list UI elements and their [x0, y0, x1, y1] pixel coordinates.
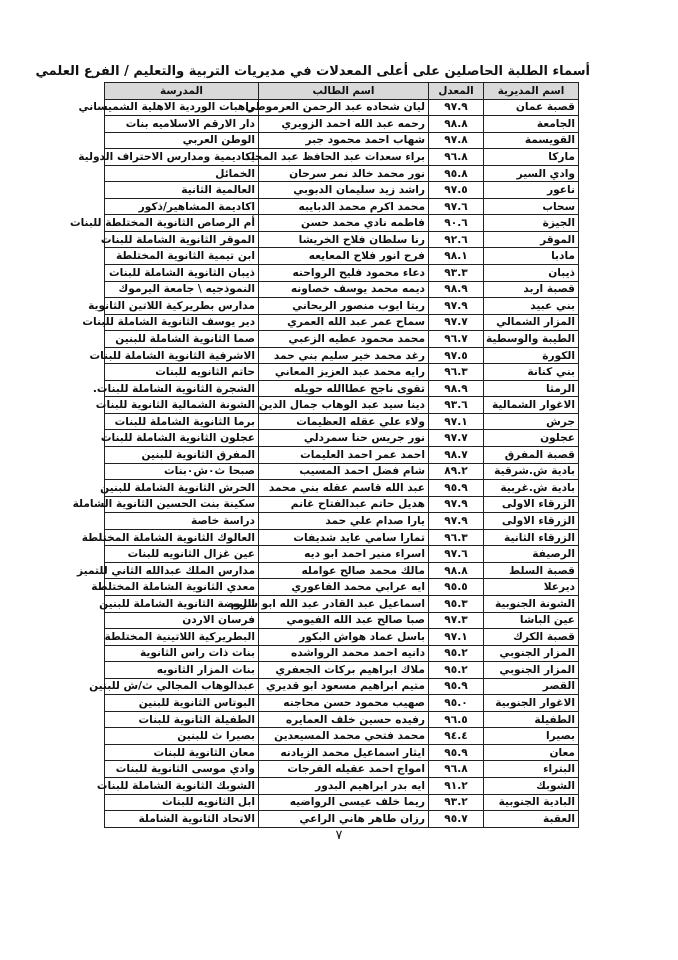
cell-directorate: معان — [484, 744, 579, 761]
header-average: المعدل — [429, 83, 484, 100]
cell-directorate: الشونة الجنوبية — [484, 595, 579, 612]
cell-directorate: عين الباشا — [484, 612, 579, 629]
cell-school: دار الارقم الاسلاميه بنات — [105, 116, 259, 133]
cell-average: ٩٧.٩ — [429, 99, 484, 116]
cell-school: العالوك الثانوية الشاملة المختلطة — [105, 529, 259, 546]
cell-directorate: قصبة عمان — [484, 99, 579, 116]
table-row — [105, 811, 579, 828]
cell-school: الموقر الثانوية الشاملة للبنات — [105, 231, 259, 248]
table-row — [105, 314, 579, 331]
cell-school: البطريركية اللاتينية المختلطة — [105, 629, 259, 646]
cell-student: رغد محمد خير سليم بني حمد — [259, 347, 429, 364]
cell-average: ٩٨.٨ — [429, 562, 484, 579]
cell-student: محمد اكرم محمد الدبايبه — [259, 198, 429, 215]
table-row — [105, 149, 579, 166]
cell-directorate: سحاب — [484, 198, 579, 215]
cell-average: ٩٨.٩ — [429, 380, 484, 397]
cell-student: محمد فتحي محمد المسيعدين — [259, 728, 429, 745]
cell-directorate: قصبة المفرق — [484, 447, 579, 464]
cell-school: سكينة بنت الحسين الثانوية الشاملة — [105, 496, 259, 513]
cell-school: دير يوسف الثانوية الشاملة للبنات — [105, 314, 259, 331]
cell-school: الطفيلة الثانوية للبنات — [105, 711, 259, 728]
cell-average: ٩٠.٦ — [429, 215, 484, 232]
table-row — [105, 430, 579, 447]
table-row — [105, 480, 579, 497]
cell-student: ملاك ابراهيم بركات الجعفري — [259, 662, 429, 679]
cell-school: البوتاس الثانوية للبنين — [105, 695, 259, 712]
table-row — [105, 248, 579, 265]
table-row — [105, 215, 579, 232]
cell-student: يارا صدام علي حمد — [259, 513, 429, 530]
cell-average: ٩٧.٩ — [429, 298, 484, 315]
table-row — [105, 695, 579, 712]
cell-school: الروضة الثانوية الشاملة للبنين — [105, 595, 259, 612]
cell-directorate: الرمثا — [484, 380, 579, 397]
table-row — [105, 397, 579, 414]
cell-average: ٩٦.٣ — [429, 364, 484, 381]
cell-average: ٩٦.٣ — [429, 529, 484, 546]
cell-directorate: عجلون — [484, 430, 579, 447]
cell-average: ٩٦.٨ — [429, 149, 484, 166]
cell-average: ٩٥.٢ — [429, 645, 484, 662]
cell-average: ٩٥.٧ — [429, 811, 484, 828]
cell-student: ليان شحاده عبد الرحمن العرموطي — [259, 99, 429, 116]
cell-directorate: الموقر — [484, 231, 579, 248]
cell-directorate: الكورة — [484, 347, 579, 364]
table-row — [105, 761, 579, 778]
cell-directorate: الطفيلة — [484, 711, 579, 728]
cell-directorate: الاغوار الجنوبية — [484, 695, 579, 712]
cell-school: ابل الثانويه للبنات — [105, 794, 259, 811]
cell-average: ٩٨.١ — [429, 248, 484, 265]
table-row — [105, 182, 579, 199]
cell-school: برما الثانوية الشاملة للبنات — [105, 413, 259, 430]
table-row — [105, 595, 579, 612]
cell-student: ريتا ايوب منصور الريحاني — [259, 298, 429, 315]
page-number: ٧ — [335, 828, 343, 843]
cell-average: ٩٧.٣ — [429, 612, 484, 629]
cell-student: رنا سلطان فلاح الخريشا — [259, 231, 429, 248]
table-row — [105, 529, 579, 546]
cell-school: دراسة خاصة — [105, 513, 259, 530]
cell-directorate: القويسمة — [484, 132, 579, 149]
cell-school: بنات ذات راس الثانوية — [105, 645, 259, 662]
cell-student: صهيب محمود حسن محاجنه — [259, 695, 429, 712]
cell-school: الشجرة الثانوية الشاملة للبنات. — [105, 380, 259, 397]
cell-directorate: الزرقاء الاولى — [484, 496, 579, 513]
table-row — [105, 612, 579, 629]
cell-school: العالمية الثانية — [105, 182, 259, 199]
cell-school: أم الرصاص الثانوية المختلطة للبنات — [105, 215, 259, 232]
cell-school: عبدالوهاب المجالي ث/ش للبنين — [105, 678, 259, 695]
cell-student: هديل حاتم عبدالفتاح غانم — [259, 496, 429, 513]
cell-school: معان الثانوية للبنات — [105, 744, 259, 761]
cell-directorate: الزرقاء الاولى — [484, 513, 579, 530]
cell-average: ٩٧.١ — [429, 629, 484, 646]
cell-student: ايه بدر ابراهيم البدور — [259, 777, 429, 794]
cell-student: رايه محمد عبد العزيز المعاني — [259, 364, 429, 381]
cell-school: وادي موسى الثانوية للبنات — [105, 761, 259, 778]
cell-directorate: بني عبيد — [484, 298, 579, 315]
cell-directorate: جرش — [484, 413, 579, 430]
table-row — [105, 265, 579, 282]
cell-average: ٩٧.٨ — [429, 132, 484, 149]
cell-student: براء سعدات عبد الحافظ عبد المجيد — [259, 149, 429, 166]
cell-average: ٩٧.٦ — [429, 546, 484, 563]
table-row — [105, 364, 579, 381]
cell-average: ٩٧.٩ — [429, 496, 484, 513]
cell-school: راهبات الوردية الاهلية الشميساني — [105, 99, 259, 116]
table-row — [105, 116, 579, 133]
cell-directorate: ناعور — [484, 182, 579, 199]
table-row — [105, 678, 579, 695]
cell-average: ٩٦.٥ — [429, 711, 484, 728]
cell-school: معدي الثانوية الشاملة المختلطة — [105, 579, 259, 596]
table-row — [105, 447, 579, 464]
cell-school: عين غزال الثانويه للبنات — [105, 546, 259, 563]
cell-average: ٩٥.٣ — [429, 595, 484, 612]
cell-average: ٩٥.٩ — [429, 678, 484, 695]
cell-student: رفيده حسين خلف العمايره — [259, 711, 429, 728]
cell-school: اكاديمة المشاهير/ذكور — [105, 198, 259, 215]
cell-directorate: بادية ش.شرقية — [484, 463, 579, 480]
table-row — [105, 331, 579, 348]
cell-student: ديمه محمد يوسف خصاونه — [259, 281, 429, 298]
cell-directorate: البادية الجنوبية — [484, 794, 579, 811]
cell-school: النموذجيه \ جامعة اليرموك — [105, 281, 259, 298]
table-row — [105, 99, 579, 116]
cell-student: عبد الله قاسم عقله بني محمد — [259, 480, 429, 497]
table-row — [105, 132, 579, 149]
cell-school: فرسان الاردن — [105, 612, 259, 629]
cell-student: فاطمه نادي محمد حسن — [259, 215, 429, 232]
header-school: المدرسة — [105, 83, 259, 100]
table-row — [105, 728, 579, 745]
cell-average: ٩٥.٩ — [429, 744, 484, 761]
cell-student: دانيه احمد محمد الرواشده — [259, 645, 429, 662]
cell-student: دينا سيد عبد الوهاب جمال الدين — [259, 397, 429, 414]
cell-directorate: البتراء — [484, 761, 579, 778]
cell-school: ذيبان الثانوية الشاملة للبنات — [105, 265, 259, 282]
cell-directorate: قصبة السلط — [484, 562, 579, 579]
cell-school: الوطن العربي — [105, 132, 259, 149]
cell-average: ٩١.٢ — [429, 777, 484, 794]
cell-directorate: الاغوار الشمالية — [484, 397, 579, 414]
cell-school: بنات المزار الثانويه — [105, 662, 259, 679]
cell-average: ٩٥.٩ — [429, 480, 484, 497]
cell-average: ٩٤.٤ — [429, 728, 484, 745]
cell-school: ابن تيمية الثانوية المختلطة — [105, 248, 259, 265]
cell-student: باسل عماد هواش البكور — [259, 629, 429, 646]
cell-average: ٩٥.٥ — [429, 579, 484, 596]
cell-student: رحمه عبد الله احمد الزويري — [259, 116, 429, 133]
cell-directorate: المزار الشمالي — [484, 314, 579, 331]
cell-average: ٩٧.١ — [429, 413, 484, 430]
table-header-row — [105, 83, 579, 100]
table-row — [105, 546, 579, 563]
table-row — [105, 645, 579, 662]
cell-directorate: قصبة الكرك — [484, 629, 579, 646]
header-directorate: اسم المديرية — [484, 83, 579, 100]
cell-student: صبا صالح عبد الله الفيومي — [259, 612, 429, 629]
table-row — [105, 662, 579, 679]
cell-average: ٩٧.٥ — [429, 182, 484, 199]
table-row — [105, 513, 579, 530]
table-row — [105, 711, 579, 728]
cell-school: الشونة الشمالية الثانوية للبنات — [105, 397, 259, 414]
cell-student: ايه عرابي محمد الفاعوري — [259, 579, 429, 596]
header-student: اسم الطالب — [259, 83, 429, 100]
cell-student: راشد زيد سليمان الدبوبي — [259, 182, 429, 199]
table-row — [105, 496, 579, 513]
cell-directorate: المزار الجنوبي — [484, 645, 579, 662]
cell-student: امواج احمد عقيله الفرجات — [259, 761, 429, 778]
cell-school: بصيرا ث للبنين — [105, 728, 259, 745]
cell-student: اسراء منير احمد ابو ديه — [259, 546, 429, 563]
cell-directorate: القصر — [484, 678, 579, 695]
cell-average: ٩٨.٨ — [429, 116, 484, 133]
table-row — [105, 413, 579, 430]
cell-school: اكاديمية ومدارس الاحتراف الدولية — [105, 149, 259, 166]
cell-student: محمد محمود عطيه الزعبي — [259, 331, 429, 348]
cell-student: تقوى ناجح عطاالله حويله — [259, 380, 429, 397]
cell-directorate: وادي السير — [484, 165, 579, 182]
cell-student: رزان طاهر هاني الراعي — [259, 811, 429, 828]
cell-average: ٩٧.٧ — [429, 314, 484, 331]
cell-directorate: الجيزة — [484, 215, 579, 232]
cell-average: ٩٥.٢ — [429, 662, 484, 679]
top-students-table — [69, 82, 579, 828]
cell-average: ٩٣.٦ — [429, 397, 484, 414]
cell-student: اسماعيل عبد القادر عبد الله ابو سليم — [259, 595, 429, 612]
cell-average: ٩٣.٣ — [429, 265, 484, 282]
cell-directorate: مادبا — [484, 248, 579, 265]
cell-average: ٩٦.٧ — [429, 331, 484, 348]
table-row — [105, 777, 579, 794]
table-row — [105, 463, 579, 480]
table-row — [105, 629, 579, 646]
cell-student: نور محمد خالد نمر سرحان — [259, 165, 429, 182]
cell-student: متيم ابراهيم مسعود ابو قديري — [259, 678, 429, 695]
cell-school: الحرش الثانوية الشاملة للبنين — [105, 480, 259, 497]
cell-directorate: الشوبك — [484, 777, 579, 794]
cell-school: صبحا ث٠ش٠بنات — [105, 463, 259, 480]
cell-average: ٩٣.٢ — [429, 794, 484, 811]
cell-average: ٩٥.٠ — [429, 695, 484, 712]
table-row — [105, 562, 579, 579]
cell-student: شام فضل احمد المسيب — [259, 463, 429, 480]
cell-school: صما الثانوية الشاملة للبنين — [105, 331, 259, 348]
cell-student: احمد عمر احمد العليمات — [259, 447, 429, 464]
cell-average: ٩٧.٥ — [429, 347, 484, 364]
cell-average: ٩٨.٧ — [429, 447, 484, 464]
cell-directorate: ديرعلا — [484, 579, 579, 596]
table-row — [105, 579, 579, 596]
cell-school: الشوبك الثانوية الشاملة للبنات — [105, 777, 259, 794]
table-row — [105, 744, 579, 761]
cell-school: مدارس الملك عبدالله الثاني للتميز — [105, 562, 259, 579]
cell-student: ايثار اسماعيل محمد الزيادنه — [259, 744, 429, 761]
cell-average: ٩٦.٨ — [429, 761, 484, 778]
cell-school: الاشرفية الثانوية الشاملة للبنات — [105, 347, 259, 364]
table-row — [105, 347, 579, 364]
cell-student: ريما خلف عيسى الرواضيه — [259, 794, 429, 811]
cell-school: الخمائل — [105, 165, 259, 182]
cell-directorate: ذيبان — [484, 265, 579, 282]
page-title: أسماء الطلبة الحاصلين على أعلى المعدلات في مديريات التربية والتعليم / الفرع العلمي — [35, 64, 590, 79]
cell-average: ٩٢.٦ — [429, 231, 484, 248]
cell-student: تمارا سامي عايد شديفات — [259, 529, 429, 546]
cell-directorate: قصبة اربد — [484, 281, 579, 298]
cell-student: سماح عمر عبد الله العمري — [259, 314, 429, 331]
cell-student: دعاء محمود فليح الرواحنه — [259, 265, 429, 282]
cell-directorate: الزرقاء الثانية — [484, 529, 579, 546]
cell-directorate: الجامعة — [484, 116, 579, 133]
cell-directorate: ماركا — [484, 149, 579, 166]
cell-average: ٩٧.٦ — [429, 198, 484, 215]
cell-student: شهاب احمد محمود جبر — [259, 132, 429, 149]
cell-student: نور جريس حنا سمردلي — [259, 430, 429, 447]
cell-student: ولاء علي عقله العظيمات — [259, 413, 429, 430]
table-row — [105, 281, 579, 298]
table-row — [105, 198, 579, 215]
cell-average: ٩٨.٩ — [429, 281, 484, 298]
cell-school: عجلون الثانوية الشاملة للبنات — [105, 430, 259, 447]
cell-directorate: الرصيفة — [484, 546, 579, 563]
cell-student: فرح انور فلاح المعايعه — [259, 248, 429, 265]
cell-school: المفرق الثانوية للبنين — [105, 447, 259, 464]
table-row — [105, 231, 579, 248]
cell-school: مدارس بطريركية اللاتين الثانوية — [105, 298, 259, 315]
cell-directorate: العقبة — [484, 811, 579, 828]
table-row — [105, 380, 579, 397]
table-row — [105, 298, 579, 315]
cell-directorate: بني كنانة — [484, 364, 579, 381]
table-row — [105, 165, 579, 182]
cell-student: مالك محمد صالح عوامله — [259, 562, 429, 579]
cell-directorate: بادية ش.غربية — [484, 480, 579, 497]
cell-directorate: المزار الجنوبي — [484, 662, 579, 679]
cell-school: الاتحاد الثانوية الشاملة — [105, 811, 259, 828]
cell-average: ٩٧.٩ — [429, 513, 484, 530]
cell-directorate: الطيبة والوسطية — [484, 331, 579, 348]
cell-school: حاتم الثانويه للبنات — [105, 364, 259, 381]
cell-average: ٩٧.٧ — [429, 430, 484, 447]
cell-average: ٨٩.٢ — [429, 463, 484, 480]
cell-average: ٩٥.٨ — [429, 165, 484, 182]
cell-directorate: بصيرا — [484, 728, 579, 745]
table-row — [105, 794, 579, 811]
